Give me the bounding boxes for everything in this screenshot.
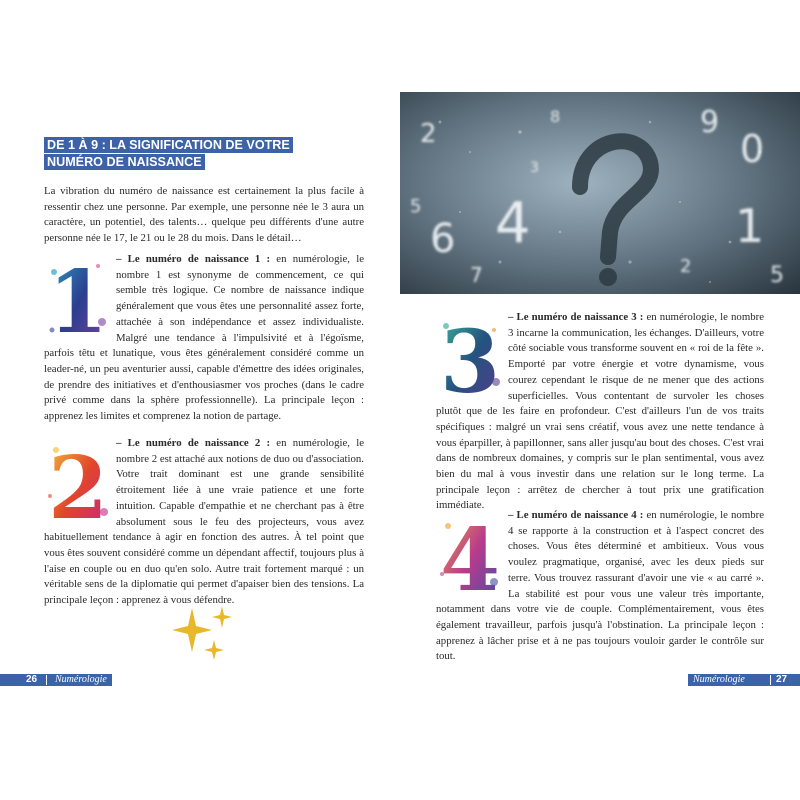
svg-text:9: 9 [700, 105, 720, 140]
birth-number-2-lead: – Le numéro de naissance 2 : [116, 437, 271, 449]
birth-number-1-block [44, 252, 364, 425]
numeral-1-glyph: 1 [48, 252, 108, 342]
birth-number-4-block [436, 508, 764, 665]
numeral-3-glyph: 3 [440, 312, 500, 400]
svg-text:5: 5 [410, 196, 422, 217]
numeral-3-art [436, 310, 504, 400]
sparkle-stars-icon [170, 598, 240, 664]
svg-text:6: 6 [430, 216, 456, 262]
rainy-glass-numbers-illustration [400, 92, 800, 294]
birth-number-3-body: en numérologie, le nombre 3 incarne la communication, les échanges. D'ailleurs, votre côté sociable vous transforme souvent en « roi de la fête ». Emporté par votre énergie et votre dynamisme, vous courez cependant le risque de ne mener que des actions superficielles. Vous contentant de survoler les choses plutôt que de les faire en profondeur. C'est d'ailleurs l'un de vos traits spécifiques : malgré un vrai sens créatif, vous avez une nette tendance à vous éparpiller, à papillonner, sans aller jusqu'au bout des choses. C'est vrai dans de nombreux domaines, y compris sur le plan sentimental, vous avez bien du mal à vous investir dans une relation sur le long terme. La principale leçon : arrêtez de chercher à tout prix une gratification immédiate. [436, 311, 765, 512]
birth-number-2-body: en numérologie, le nombre 2 est attaché aux notions de duo ou d'association. Votre trait dominant est une grande sensibilité étroitement liée à une vraie patience et une forte intuition. Capable d'empathie et ne cherchant pas à être absolument sous le feu des projecteurs, vous avez habituellement tendance à agir en fonction des autres. À tel point que vous êtes souvent considéré comme un dépendant affectif, toujours plus à l'aise en couple ou en duo qu'en solo. Autre trait fortement marqué : un véritable sens de la diplomatie qui permet d'apaiser bien des tensions. La principale leçon : apprenez à vous défendre. [44, 437, 364, 607]
birth-number-3-lead: – Le numéro de naissance 3 : [508, 311, 644, 323]
svg-text:2: 2 [420, 119, 437, 149]
page-number-right: 27 [776, 674, 788, 685]
footer-separator [770, 675, 771, 685]
intro-paragraph: La vibration du numéro de naissance est certainement la plus facile à ressentir chez une personne. Par exemple, une personne née le 3 aura un caractère, un potentiel, des talents… quelque peu différents d'une autre personne née le 17, le 21 ou le 28 du mois. Dans le détail… [44, 185, 364, 245]
footer-left [0, 674, 112, 686]
birth-number-1-lead: – Le numéro de naissance 1 : [116, 253, 271, 265]
svg-text:0: 0 [740, 127, 765, 171]
svg-text:5: 5 [770, 263, 784, 288]
footer-right [688, 674, 800, 686]
footer-separator [46, 675, 47, 685]
section-heading-text: DE 1 À 9 : LA SIGNIFICATION DE VOTRE NUMÉRO DE NAISSANCE [44, 137, 293, 170]
birth-number-3-block [436, 310, 764, 514]
svg-text:3: 3 [530, 160, 539, 176]
numeral-2-art [44, 436, 112, 526]
birth-number-4-lead: – Le numéro de naissance 4 : [508, 509, 644, 521]
birth-number-1-body: en numérologie, le nombre 1 est synonyme de commencement, ce qui semble très logique. Ce nombre de naissance indique généralement que vous êtes une personnalité assez forte, attachée à son indépendance et assez individualiste. Malgré une tendance à l'impulsivité et à l'égoïsme, parfois têtu et lunatique, vous êtes généralement considéré comme un leader-né, un peu aventurier aussi, capable d'émettre des idées originales, de prendre des initiatives et d'enthousiasmer vos proches (dans le cadre privé comme dans la sphère professionnelle). La principale leçon : apprenez les limites et comprenez la notion de partage. [44, 253, 364, 423]
numeral-4-glyph: 4 [440, 510, 500, 598]
section-heading [44, 137, 334, 171]
right-page [400, 0, 800, 800]
svg-text:2: 2 [680, 256, 692, 277]
numeral-2-glyph: 2 [48, 438, 108, 526]
svg-text:8: 8 [550, 107, 561, 126]
running-title-left: Numérologie [55, 674, 107, 685]
birth-number-4-body: en numérologie, le nombre 4 se rapporte à la construction et à l'aspect concret des choses. Vous êtes déterminé et ambitieux. Vous vous voulez pragmatique, organisé, avec les deux pieds sur terre. Vous trouvez rassurant d'avoir une vie « au carré ». La stabilité est pour vous une valeur très importante, notamment dans votre vie de couple. Complémentairement, vous êtes également travailleur, parfois jusqu'à l'obstination. La principale leçon : apprenez à lâcher prise et à ne pas toujours vouloir garder le contrôle sur tout. [436, 509, 765, 663]
numeral-4-art [436, 508, 504, 598]
running-title-right: Numérologie [693, 674, 745, 685]
page-number-left: 26 [26, 674, 38, 685]
numeral-1-art [44, 252, 112, 342]
svg-text:7: 7 [470, 263, 483, 287]
svg-text:4: 4 [495, 191, 531, 256]
question-mark-image [400, 92, 800, 294]
svg-text:1: 1 [735, 199, 765, 253]
birth-number-2-block [44, 436, 364, 609]
